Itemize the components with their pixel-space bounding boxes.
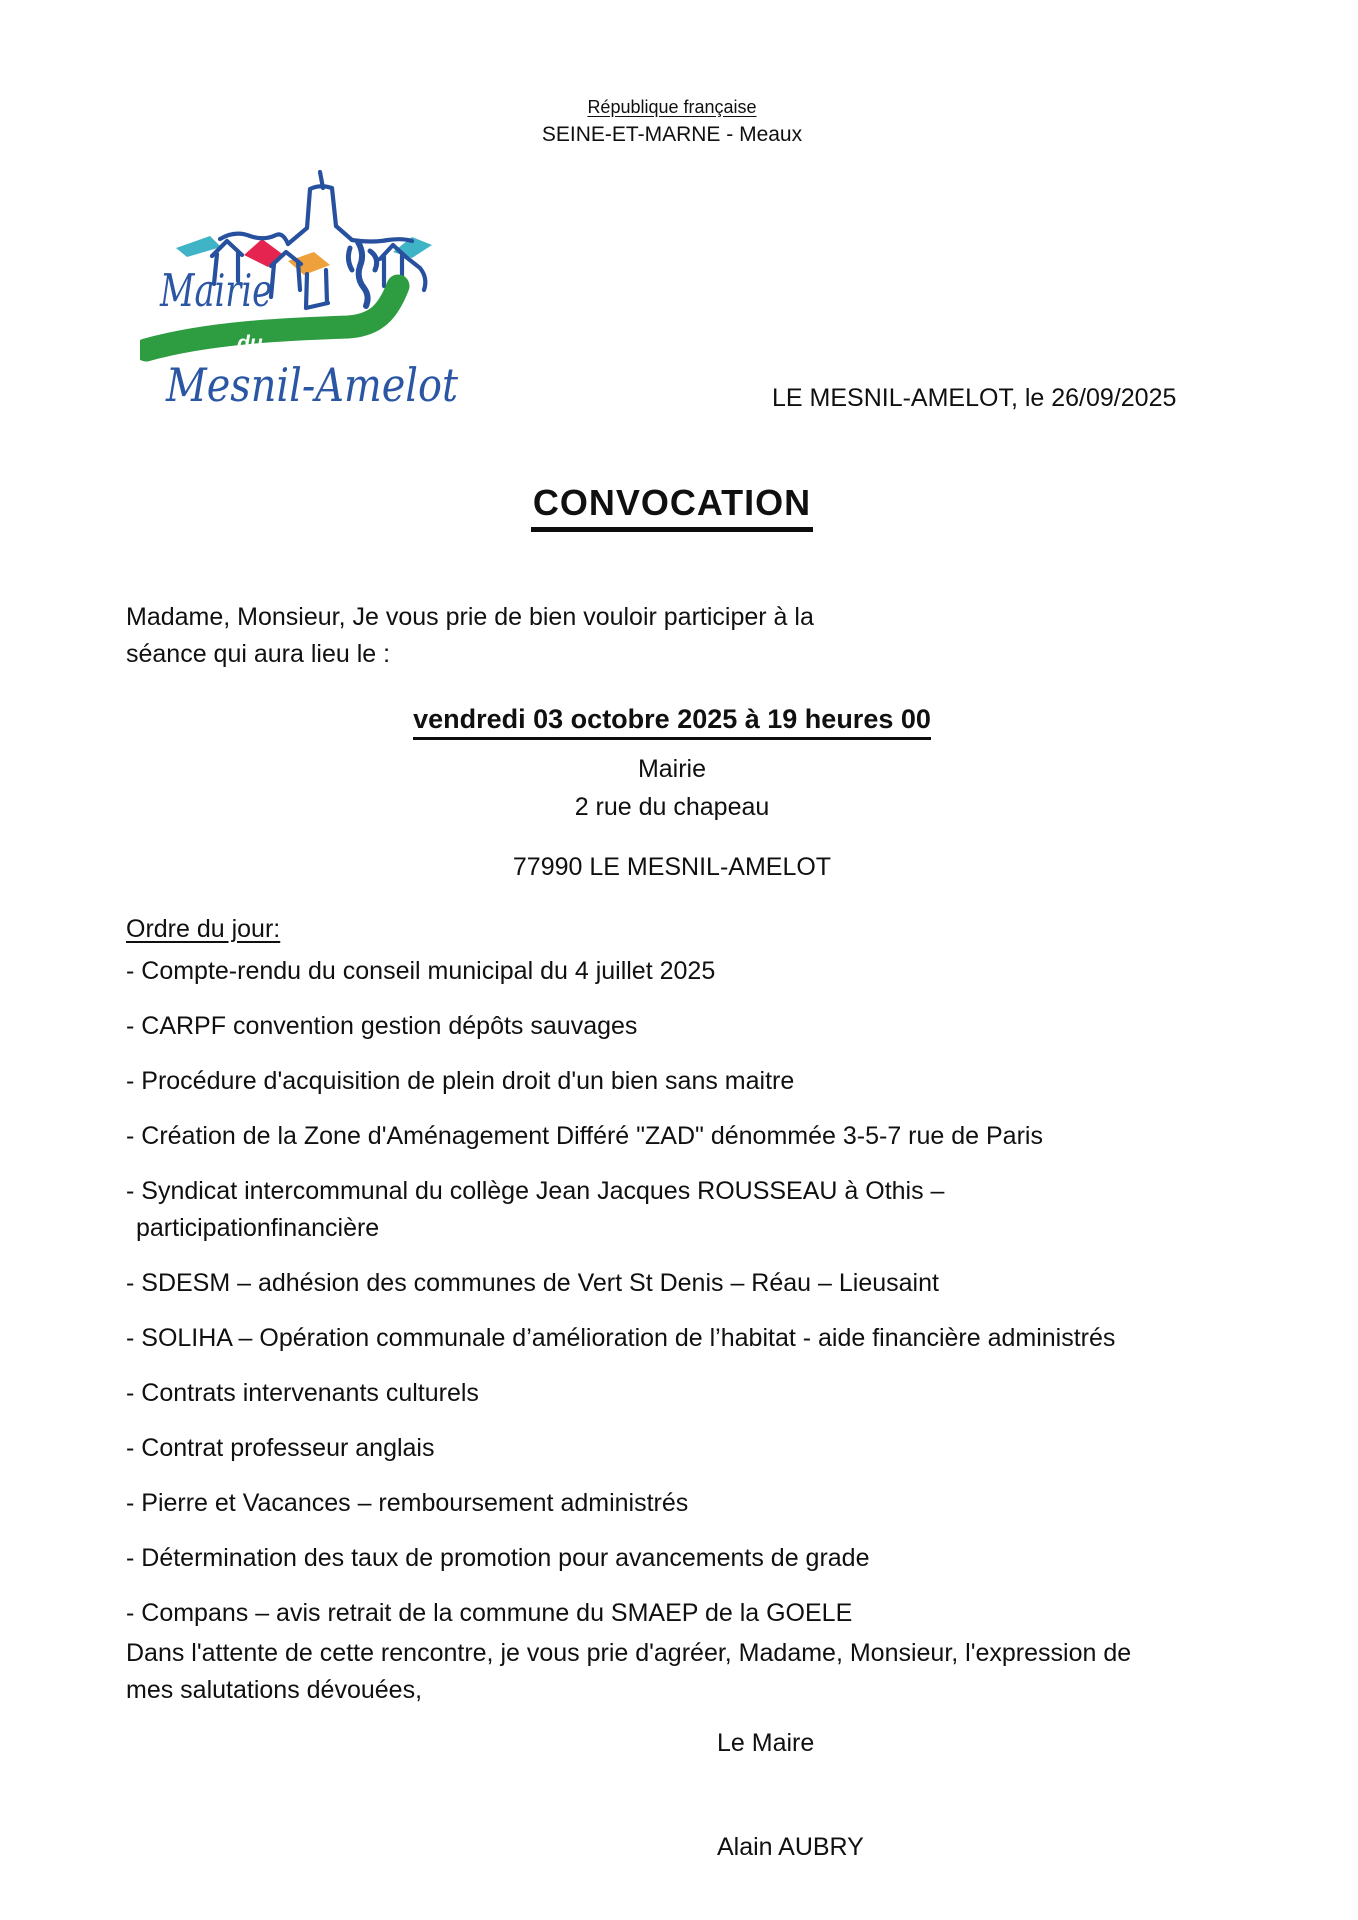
agenda-list: [126, 953, 1246, 1650]
agenda-item: - Procédure d'acquisition de plein droit d'un bien sans maitre: [126, 1067, 795, 1095]
agenda-item: - SOLIHA – Opération communale d’amélioration de l’habitat - aide financière administrés: [126, 1324, 1116, 1352]
closing-line-2: mes salutations dévouées,: [126, 1676, 423, 1704]
place-date-line: LE MESNIL-AMELOT, le 26/09/2025: [772, 384, 1177, 412]
sketch-tree-cluster: [358, 242, 368, 306]
department-header: SEINE-ET-MARNE - Meaux: [541, 123, 803, 146]
meeting-datetime-text: vendredi 03 octobre 2025 à 19 heures 00: [413, 704, 931, 740]
church-roof-slopes: [288, 226, 352, 244]
agenda-item: - Contrat professeur anglais: [126, 1434, 435, 1462]
skyline-right: [352, 239, 412, 241]
logo-roof-orange: [288, 252, 330, 275]
closing-line-1: Dans l'attente de cette rencontre, je vous prie d'agréer, Madame, Monsieur, l'expression de: [126, 1639, 1132, 1667]
mairie-logo: [140, 156, 480, 414]
signature-name: Alain AUBRY: [717, 1833, 864, 1861]
agenda-heading: Ordre du jour:: [126, 915, 281, 943]
logo-text-mesnil-amelot: Mesnil-Amelot: [165, 358, 459, 412]
intro-line-2: séance qui aura lieu le :: [126, 640, 391, 668]
agenda-item: - SDESM – adhésion des communes de Vert St Denis – Réau – Lieusaint: [126, 1269, 939, 1297]
logo-roof-red: [244, 239, 285, 267]
agenda-item: - Contrats intervenants culturels: [126, 1379, 479, 1407]
church-tower: [307, 186, 336, 228]
intro-line-1: Madame, Monsieur, Je vous prie de bien vouloir participer à la: [126, 603, 814, 631]
agenda-item-line-2: participationfinancière: [136, 1214, 380, 1242]
agenda-item: - Pierre et Vacances – remboursement administrés: [126, 1489, 689, 1517]
agenda-item-line-1: - Syndicat intercommunal du collège Jean Jacques ROUSSEAU à Othis –: [126, 1177, 945, 1205]
document-title: [0, 482, 1344, 532]
closing-paragraph: [126, 1635, 1131, 1709]
mairie-logo-drawing: [140, 156, 480, 414]
meeting-venue: Mairie: [637, 755, 707, 783]
agenda-item: - Création de la Zone d'Aménagement Différé "ZAD" dénommée 3-5-7 rue de Paris: [126, 1122, 1043, 1150]
meeting-datetime: [0, 704, 1344, 740]
agenda-item: [126, 1173, 1246, 1247]
logo-text-du: du: [237, 332, 263, 355]
logo-text-mairie: Mairie: [159, 264, 272, 317]
signature-role: Le Maire: [717, 1729, 815, 1757]
agenda-item: - Compte-rendu du conseil municipal du 4 juillet 2025: [126, 957, 716, 985]
document-title-text: CONVOCATION: [531, 482, 813, 532]
agenda-item: - Détermination des taux de promotion pour avancements de grade: [126, 1544, 870, 1572]
republic-header: République française: [587, 97, 757, 117]
agenda-item: - Compans – avis retrait de la commune du SMAEP de la GOELE: [126, 1599, 853, 1627]
meeting-city: 77990 LE MESNIL-AMELOT: [512, 853, 832, 881]
agenda-item: - CARPF convention gestion dépôts sauvages: [126, 1012, 638, 1040]
meeting-address: 2 rue du chapeau: [574, 793, 770, 821]
intro-paragraph: [126, 599, 814, 673]
house-center-posts: [306, 270, 328, 308]
